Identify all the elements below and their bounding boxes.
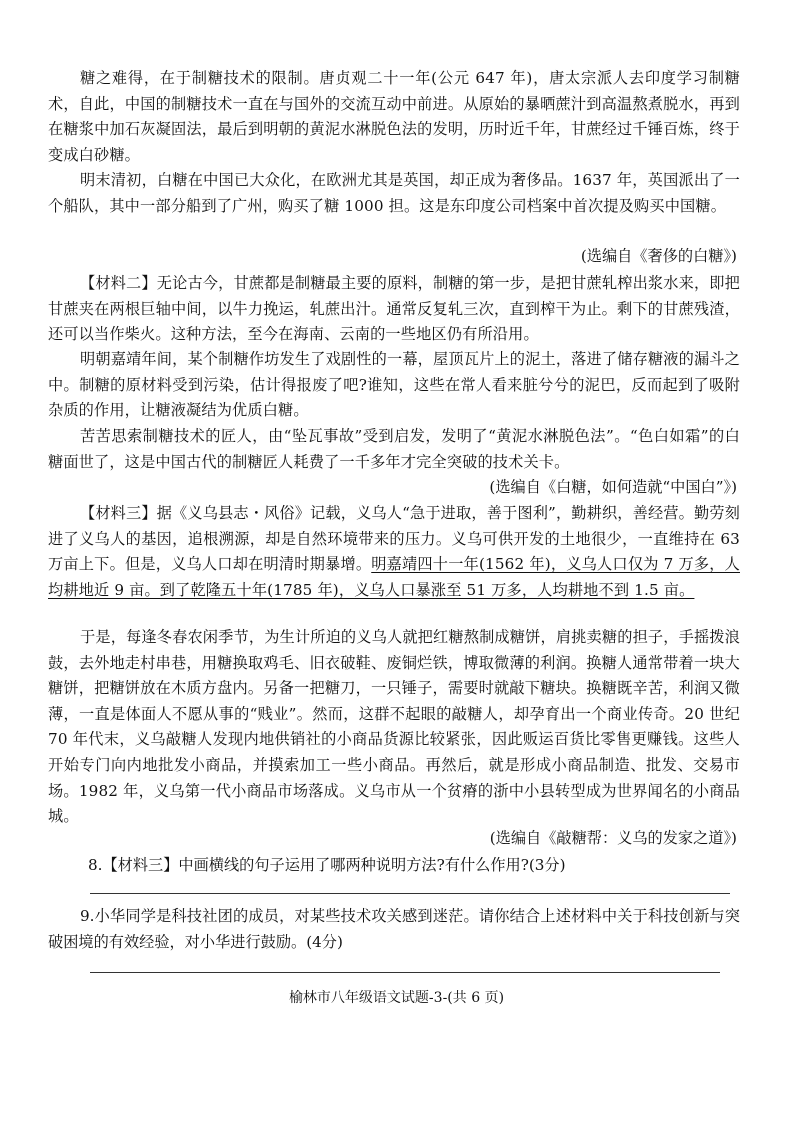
paragraph-yellow-mud-method: 苦苦思索制糖技术的匠人，由“坠瓦事故”受到启发，发明了“黄泥水淋脱色法”。“色白如霜”的白糖面世了，这是中国古代的制糖匠人耗费了一千多年才完全突破的技术关卡。 [48, 427, 740, 471]
page-footer: 榆林市八年级语文试题-3-(共 6 页) [288, 990, 505, 1006]
paragraph-white-sugar-europe: 明末清初，白糖在中国已大众化，在欧洲尤其是英国，却正成为奢侈品。1637 年，英国派出了一个船队，其中一部分船到了广州，购买了糖 1000 担。这是东印度公司档案中首次提及购买中国糖。 [48, 171, 740, 215]
question-9: 9.小华同学是科技社团的成员，对某些技术攻关感到迷茫。请你结合上述材料中关于科技创新与突破困境的有效经验，对小华进行鼓励。(4分) [48, 907, 740, 951]
source-citation-3: (选编自《敲糖帮：义乌的发家之道》) [489, 829, 737, 847]
paragraph-sugar-peddlers: 于是，每逢冬春农闲季节，为生计所迫的义乌人就把红糖熬制成糖饼，肩挑卖糖的担子，手摇拨浪鼓，去外地走村串巷，用糖换取鸡毛、旧衣破鞋、废铜烂铁，博取微薄的利润。换糖人通常带着一块大糖饼，把糖饼放在木质方盘内。另备一把糖刀，一只锤子，需要时就敲下糖块。换糖既辛苦，利润又微薄，一直是体面人不愿从事的“贱业”。然而，这群不起眼的敲糖人，却孕育出一个商业传奇。20 世纪 70 年代末，义乌敲糖人发现内地供销社的小商品货源比较紧张，因此贩运百货比零售更赚钱。这些人开始专门向内地批发小商品，并摸索加工一些小商品。再然后，就是形成小商品制造、批发、交易市场。1982 年，义乌第一代小商品市场落成。义乌市从一个贫瘠的浙中小县转型成为世界闻名的小商品城。 [48, 628, 740, 826]
question-8: 8.【材料三】中画横线的句子运用了哪两种说明方法?有什么作用?(3分) [88, 856, 566, 874]
paragraph-sugar-history: 糖之难得，在于制糖技术的限制。唐贞观二十一年(公元 647 年)，唐太宗派人去印度学习制糖术，自此，中国的制糖技术一直在与国外的交流互动中前进。从原始的暴晒蔗汁到高温熬煮脱水，再到在糖浆中加石灰凝固法，最后到明朝的黄泥水淋脱色法的发明，历时近千年，甘蔗经过千锤百炼，终于变成白砂糖。 [48, 69, 740, 164]
underlined-sentence: 明嘉靖四十一年(1562 年)，义乌人口仅为 7 万多，人均耕地近 9 亩。到了乾隆五十年(1785 年)，义乌人口暴涨至 51 万多，人均耕地不到 1.5 亩。 [48, 555, 740, 599]
answer-line-q8[interactable] [90, 893, 730, 894]
paragraph-material-two: 【材料二】无论古今，甘蔗都是制糖最主要的原料，制糖的第一步，是把甘蔗轧榨出浆水来，即把甘蔗夹在两根巨轴中间，以牛力挽运，轧蔗出汁。通常反复轧三次，直到榨干为止。剩下的甘蔗残渣，还可以当作柴火。这种方法，至今在海南、云南的一些地区仍有所沿用。 [48, 274, 740, 344]
answer-line-q9[interactable] [90, 972, 720, 973]
material-three-text: 【材料三】据《义乌县志・风俗》记载，义乌人“急于进取，善于图利”，勤耕织，善经营。勤劳刻进了义乌人的基因，追根溯源，却是自然环境带来的压力。义乌可供开发的土地很少，一直维持在 63 万亩上下。但是，义乌人口却在明清时期暴增。 [48, 504, 741, 574]
paragraph-jiajing-workshop: 明朝嘉靖年间，某个制糖作坊发生了戏剧性的一幕，屋顶瓦片上的泥土，落进了储存糖液的漏斗之中。制糖的原材料受到污染，估计得报废了吧?谁知，这些在常人看来脏兮兮的泥巴，反而起到了吸附杂质的作用，让糖液凝结为优质白糖。 [48, 350, 740, 420]
paragraph-material-three [48, 501, 740, 603]
source-citation-2: (选编自《白糖，如何造就“中国白”》) [489, 478, 737, 496]
source-citation-1: (选编自《奢侈的白糖》) [580, 247, 737, 265]
